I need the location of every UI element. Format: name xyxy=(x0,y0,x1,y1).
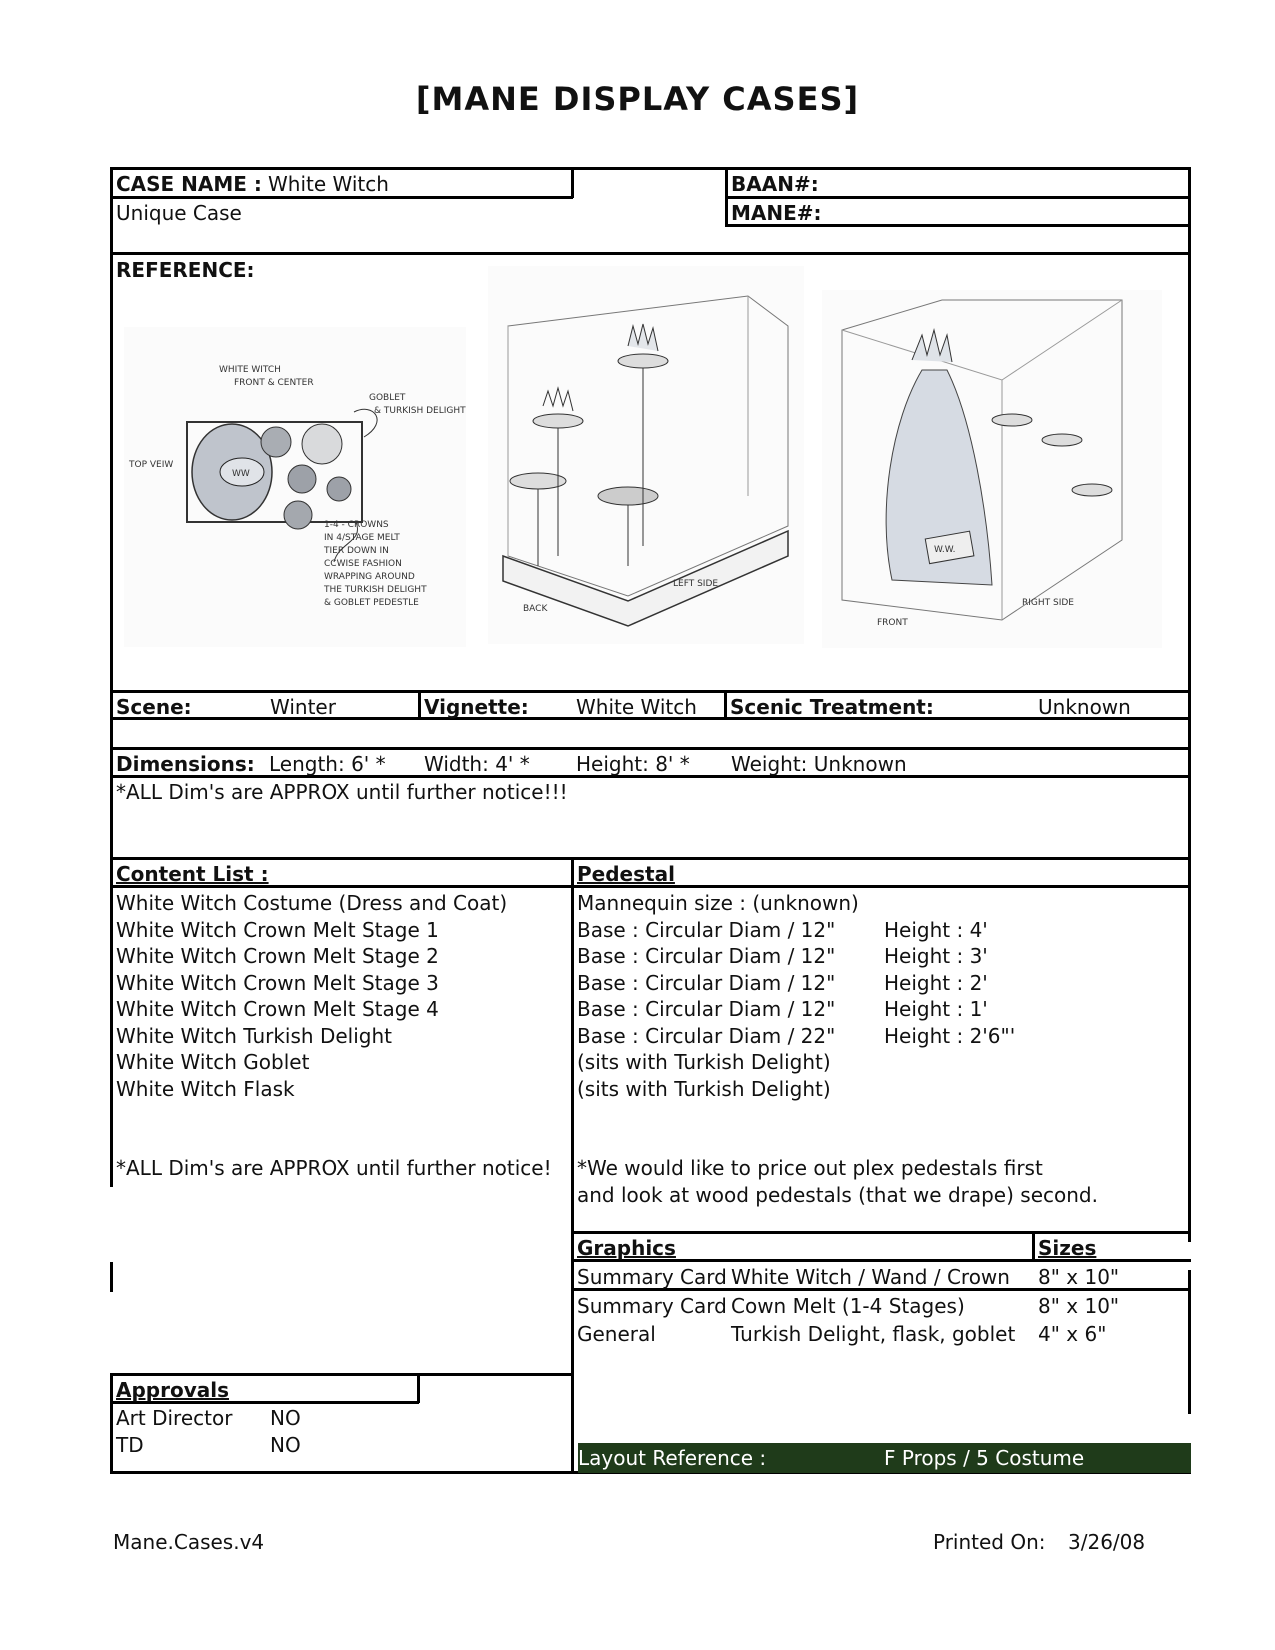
baan-label: BAAN#: xyxy=(731,172,819,196)
scene-label: Scene: xyxy=(116,695,192,719)
layout-reference-label: Layout Reference : xyxy=(578,1446,767,1470)
note-front-center: FRONT & CENTER xyxy=(234,378,314,388)
content-item: White Witch Crown Melt Stage 3 xyxy=(116,971,439,995)
graphics-size: 8" x 10" xyxy=(1038,1294,1120,1318)
pedestal-header: Pedestal xyxy=(577,862,675,886)
pedestal-height: Height : 2' xyxy=(884,971,988,995)
content-item: White Witch Crown Melt Stage 1 xyxy=(116,918,439,942)
footer-printed-date: 3/26/08 xyxy=(1068,1530,1146,1554)
content-item: White Witch Flask xyxy=(116,1077,295,1101)
graphics-size: 4" x 6" xyxy=(1038,1322,1107,1346)
plaque-text: W.W. xyxy=(934,545,956,555)
graphics-header: Graphics xyxy=(577,1236,676,1260)
graphics-row xyxy=(577,1265,1187,1289)
sketch-front-view xyxy=(822,290,1162,648)
label-back: BACK xyxy=(523,604,548,614)
frame-left-lower xyxy=(110,1373,113,1473)
note-top-view: TOP VEIW xyxy=(129,460,174,470)
note-crowns-1: 1-4 - CROWNS xyxy=(324,520,389,530)
note-white-witch: WHITE WITCH xyxy=(219,365,281,375)
graphics-desc: White Witch / Wand / Crown xyxy=(731,1265,1010,1289)
approvals-header: Approvals xyxy=(116,1378,230,1402)
label-front: FRONT xyxy=(877,618,908,628)
frame-left xyxy=(110,167,113,1187)
note-goblet: GOBLET xyxy=(369,393,406,403)
document-title: [MANE DISPLAY CASES] xyxy=(415,80,860,118)
content-list-note: *ALL Dim's are APPROX until further notice! xyxy=(116,1156,552,1180)
graphics-type: Summary Card xyxy=(577,1294,727,1318)
dimension-height: Height: 8' * xyxy=(576,752,690,776)
case-name-value: White Witch xyxy=(268,172,389,196)
note-turkish: & TURKISH DELIGHT xyxy=(374,406,466,416)
pedestal-mannequin: Mannequin size : (unknown) xyxy=(577,891,859,915)
graphics-row xyxy=(577,1322,1187,1346)
note-crowns-5: WRAPPING AROUND xyxy=(324,572,415,582)
note-crowns-3: TIER DOWN IN xyxy=(324,546,389,556)
case-name-label: CASE NAME : xyxy=(116,172,262,196)
sizes-header: Sizes xyxy=(1038,1236,1097,1260)
approval-role: TD xyxy=(116,1433,144,1457)
dimension-weight: Weight: Unknown xyxy=(731,752,907,776)
content-item: White Witch Turkish Delight xyxy=(116,1024,392,1048)
frame-top xyxy=(110,167,1191,170)
approval-value: NO xyxy=(270,1406,301,1430)
logo-text: WW xyxy=(232,469,250,479)
pedestal-base: Base : Circular Diam / 12" xyxy=(577,944,836,968)
layout-reference-bar xyxy=(578,1443,1191,1473)
sketch-top-view xyxy=(124,327,466,647)
content-item: White Witch Costume (Dress and Coat) xyxy=(116,891,508,915)
pedestal-height: Height : 4' xyxy=(884,918,988,942)
scenic-treatment-label: Scenic Treatment: xyxy=(730,695,934,719)
vignette-value: White Witch xyxy=(576,695,697,719)
content-item: White Witch Goblet xyxy=(116,1050,310,1074)
pedestal-base: Base : Circular Diam / 12" xyxy=(577,918,836,942)
graphics-type: General xyxy=(577,1322,656,1346)
pedestal-height: Height : 2'6"' xyxy=(884,1024,1016,1048)
approval-value: NO xyxy=(270,1433,301,1457)
pedestal-sits: (sits with Turkish Delight) xyxy=(577,1050,831,1074)
vignette-label: Vignette: xyxy=(424,695,529,719)
approval-role: Art Director xyxy=(116,1406,233,1430)
dimension-length: Length: 6' * xyxy=(269,752,386,776)
note-crowns-7: & GOBLET PEDESTLE xyxy=(324,598,419,608)
pedestal-sits: (sits with Turkish Delight) xyxy=(577,1077,831,1101)
pedestal-base: Base : Circular Diam / 12" xyxy=(577,971,836,995)
note-crowns-6: THE TURKISH DELIGHT xyxy=(324,585,427,595)
pedestal-note-line2: and look at wood pedestals (that we drape) second. xyxy=(577,1183,1098,1207)
label-left-side: LEFT SIDE xyxy=(673,579,719,589)
reference-label: REFERENCE: xyxy=(116,258,255,282)
footer-printed-label: Printed On: xyxy=(933,1530,1046,1554)
pedestal-base: Base : Circular Diam / 12" xyxy=(577,997,836,1021)
content-item: White Witch Crown Melt Stage 4 xyxy=(116,997,439,1021)
pedestal-base: Base : Circular Diam / 22" xyxy=(577,1024,836,1048)
scene-value: Winter xyxy=(270,695,336,719)
sketch-back-view xyxy=(488,266,804,644)
note-crowns-4: CCWISE FASHION xyxy=(324,559,402,569)
pedestal-note-line1: *We would like to price out plex pedestals first xyxy=(577,1156,1043,1180)
pedestal-height: Height : 1' xyxy=(884,997,988,1021)
mane-label: MANE#: xyxy=(731,201,822,225)
label-right-side: RIGHT SIDE xyxy=(1022,598,1074,608)
content-item: White Witch Crown Melt Stage 2 xyxy=(116,944,439,968)
frame-right-lower xyxy=(1188,1270,1191,1414)
pedestal-height: Height : 3' xyxy=(884,944,988,968)
content-list-header: Content List : xyxy=(116,862,269,886)
graphics-size: 8" x 10" xyxy=(1038,1265,1120,1289)
graphics-desc: Cown Melt (1-4 Stages) xyxy=(731,1294,965,1318)
graphics-desc: Turkish Delight, flask, goblet xyxy=(731,1322,1016,1346)
graphics-row xyxy=(577,1294,1187,1318)
dimensions-note: *ALL Dim's are APPROX until further notice!!! xyxy=(116,780,568,804)
dimensions-label: Dimensions: xyxy=(116,752,255,776)
footer-version: Mane.Cases.v4 xyxy=(113,1530,265,1554)
case-type: Unique Case xyxy=(116,201,242,225)
frame-right xyxy=(1188,167,1191,1242)
dimension-width: Width: 4' * xyxy=(424,752,530,776)
scenic-treatment-value: Unknown xyxy=(1038,695,1131,719)
layout-reference-value: F Props / 5 Costume xyxy=(884,1446,1085,1470)
graphics-type: Summary Card xyxy=(577,1265,727,1289)
note-crowns-2: IN 4/STAGE MELT xyxy=(324,533,400,543)
